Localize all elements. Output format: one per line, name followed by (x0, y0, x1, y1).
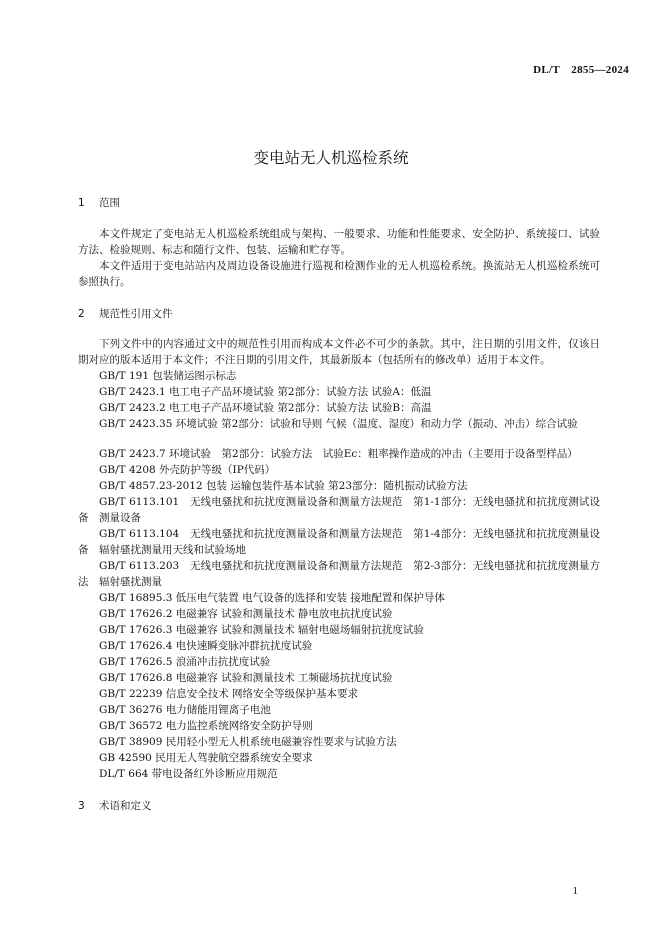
reference-item: GB/T 36572 电力监控系统网络安全防护导则 (99, 720, 313, 732)
section-2-heading (78, 306, 600, 322)
reference-item: GB/T 2423.2 电工电子产品环境试验 第2部分：试验方法 试验B：高温 (99, 402, 432, 414)
section-title: 规范性引用文件 (99, 308, 173, 320)
page-number: 1 (572, 885, 578, 897)
section-title: 范围 (99, 197, 120, 209)
reference-item: GB/T 4857.23-2012 包装 运输包装件基本试验 第23部分：随机振动试验方法 (99, 480, 468, 492)
reference-item: DL/T 664 带电设备红外诊断应用规范 (99, 768, 278, 780)
reference-item: GB/T 6113.203 无线电骚扰和抗扰度测量设备和测量方法规范 第2-3部分：无线电骚扰和抗扰度测量方法 辐射骚扰测量 (78, 560, 600, 588)
paragraph: 本文件适用于变电站站内及周边设备设施进行巡视和检测作业的无人机巡检系统。换流站无人机巡检系统可参照执行。 (78, 260, 600, 288)
paragraph: 本文件规定了变电站无人机巡检系统组成与架构、一般要求、功能和性能要求、安全防护、系统接口、试验方法、检验规则、标志和随行文件、包装、运输和贮存等。 (78, 228, 600, 256)
reference-item: GB/T 2423.1 电工电子产品环境试验 第2部分：试验方法 试验A：低温 (99, 386, 432, 398)
section-number: 3 (78, 800, 85, 812)
standard-code: DL/T 2855—2024 (533, 64, 629, 76)
reference-item: GB/T 2423.7 环境试验 第2部分：试验方法 试验Ec：粗率操作造成的冲击（主要用于设备型样品） (99, 448, 578, 460)
paragraph: 下列文件中的内容通过文中的规范性引用而构成本文件必不可少的条款。其中，注日期的引用文件，仅该日期对应的版本适用于本文件；不注日期的引用文件，其最新版本（包括所有的修改单）适用于本文件。 (78, 338, 600, 366)
reference-item: GB/T 4208 外壳防护等级（IP代码） (99, 464, 276, 476)
reference-item: GB/T 17626.5 浪涌冲击抗扰度试验 (99, 656, 271, 668)
reference-item: GB/T 2423.35 环境试验 第2部分：试验和导则 气候（温度、湿度）和动力学（振动、冲击）综合试验 (99, 418, 578, 430)
reference-item: GB/T 17626.3 电磁兼容 试验和测量技术 辐射电磁场辐射抗扰度试验 (99, 624, 424, 636)
reference-item: GB/T 38909 民用轻小型无人机系统电磁兼容性要求与试验方法 (99, 736, 397, 748)
reference-item: GB 42590 民用无人驾驶航空器系统安全要求 (99, 752, 313, 764)
reference-item: GB/T 6113.101 无线电骚扰和抗扰度测量设备和测量方法规范 第1-1部分：无线电骚扰和抗扰度测试设备 测量设备 (78, 496, 600, 524)
reference-item: GB/T 17626.8 电磁兼容 试验和测量技术 工频磁场抗扰度试验 (99, 672, 393, 684)
reference-item: GB/T 17626.2 电磁兼容 试验和测量技术 静电放电抗扰度试验 (99, 608, 393, 620)
document-body (78, 195, 600, 814)
document-title: 变电站无人机巡检系统 (253, 149, 409, 167)
section-3-heading (78, 798, 600, 814)
section-number: 2 (78, 308, 85, 320)
section-1-heading (78, 195, 600, 211)
reference-item: GB/T 36276 电力储能用锂离子电池 (99, 704, 271, 716)
section-number: 1 (78, 197, 85, 209)
section-title: 术语和定义 (99, 800, 152, 812)
reference-item: GB/T 17626.4 电快速瞬变脉冲群抗扰度试验 (99, 640, 313, 652)
reference-item: GB/T 6113.104 无线电骚扰和抗扰度测量设备和测量方法规范 第1-4部分：无线电骚扰和抗扰度测量设备 辐射骚扰测量用天线和试验场地 (78, 528, 600, 556)
reference-item: GB/T 16895.3 低压电气装置 电气设备的选择和安装 接地配置和保护导体 (99, 592, 445, 604)
reference-item: GB/T 191 包装储运图示标志 (99, 370, 237, 382)
reference-item: GB/T 22239 信息安全技术 网络安全等级保护基本要求 (99, 688, 359, 700)
